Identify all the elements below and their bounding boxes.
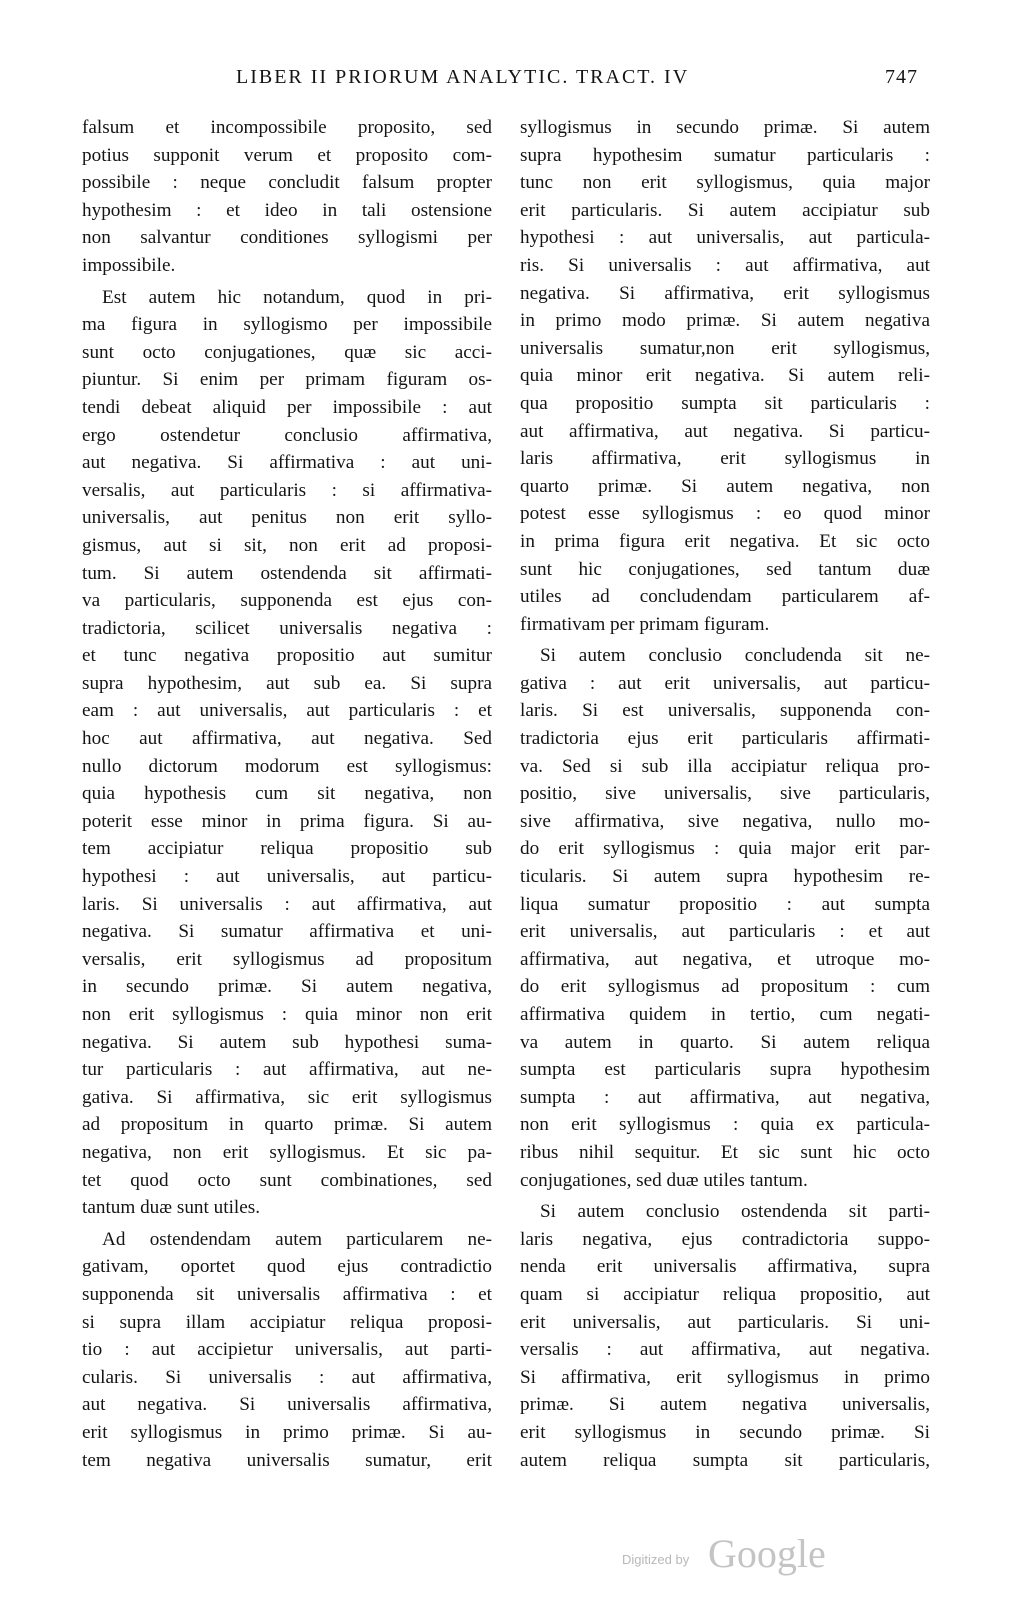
text-line: in secundo primæ. Si autem negativa, <box>82 976 492 998</box>
text-line: tradictoria ejus erit particularis affirmati- <box>520 728 930 750</box>
right-text-column <box>520 114 930 1474</box>
watermark-prefix: Digitized by <box>622 1552 690 1567</box>
text-line: laris negativa, ejus contradictoria suppo- <box>520 1228 930 1250</box>
text-line: ad propositum in quarto primæ. Si autem <box>82 1114 492 1136</box>
text-line: gativa. Si affirmativa, sic erit syllogismus <box>82 1086 492 1108</box>
text-line: tendi debeat aliquid per impossibile : aut <box>82 396 492 418</box>
text-line: negativa, non erit syllogismus. Et sic pa- <box>82 1141 492 1163</box>
text-line: potius supponit verum et proposito com- <box>82 144 492 166</box>
text-line: in prima figura erit negativa. Et sic octo <box>520 530 930 552</box>
text-line: gismus, aut si sit, non erit ad proposi- <box>82 534 492 556</box>
text-line: supponenda sit universalis affirmativa : et <box>82 1283 492 1305</box>
text-line: eam : aut universalis, aut particularis : et <box>82 700 492 722</box>
left-text-column <box>82 114 492 1474</box>
text-line: quia minor erit negativa. Si autem reli- <box>520 365 930 387</box>
text-line: laris. Si universalis : aut affirmativa, aut <box>82 893 492 915</box>
text-line: hypothesim : et ideo in tali ostensione <box>82 199 492 221</box>
text-line: falsum et incompossibile proposito, sed <box>82 117 492 138</box>
text-line: do erit syllogismus : quia major erit par- <box>520 838 930 860</box>
text-line: negativa. Si autem sub hypothesi suma- <box>82 1031 492 1053</box>
text-line: primæ. Si autem negativa universalis, <box>520 1394 930 1416</box>
text-line: sumpta : aut affirmativa, aut negativa, <box>520 1086 930 1108</box>
text-line: tio : aut accipietur universalis, aut parti- <box>82 1339 492 1361</box>
text-line: autem reliqua sumpta sit particularis, <box>520 1449 930 1471</box>
text-line: syllogismus in secundo primæ. Si autem <box>520 117 930 138</box>
text-line: aut affirmativa, aut negativa. Si particu- <box>520 420 930 442</box>
text-line: liqua sumatur propositio : aut sumpta <box>520 893 930 915</box>
text-line: non salvantur conditiones syllogismi per <box>82 227 492 249</box>
text-line: erit syllogismus in primo primæ. Si au- <box>82 1421 492 1443</box>
text-line: in primo modo primæ. Si autem negativa <box>520 310 930 332</box>
text-line: tunc non erit syllogismus, quia major <box>520 172 930 194</box>
text-line: non erit syllogismus : quia ex particula- <box>520 1114 930 1136</box>
text-line: affirmativa quidem in tertio, cum negati- <box>520 1004 930 1025</box>
text-line: affirmativa, aut negativa, et utroque mo- <box>520 948 930 970</box>
text-line: negativa. Si affirmativa, erit syllogismus <box>520 282 930 304</box>
text-line: hypothesi : aut universalis, aut particula- <box>520 227 930 249</box>
text-line: sumpta est particularis supra hypothesim <box>520 1059 930 1081</box>
text-line: va. Sed si sub illa accipiatur reliqua pro- <box>520 755 930 777</box>
text-line: conjugationes, sed duæ utiles tantum. <box>520 1169 808 1191</box>
text-line: cularis. Si universalis : aut affirmativa, <box>82 1366 492 1388</box>
text-line: supra hypothesim, aut sub ea. Si supra <box>82 672 492 694</box>
text-line: ribus nihil sequitur. Et sic sunt hic octo <box>520 1141 930 1163</box>
text-line: laris. Si est universalis, supponenda con- <box>520 700 930 722</box>
text-line: qua propositio sumpta sit particularis : <box>520 392 930 414</box>
text-line: quia hypothesis cum sit negativa, non <box>82 783 492 805</box>
text-line: versalis : aut affirmativa, aut negativa. <box>520 1339 930 1361</box>
text-line: tem negativa universalis sumatur, erit <box>82 1449 492 1471</box>
watermark-logo: Google <box>708 1531 826 1576</box>
text-line: aut negativa. Si universalis affirmativa, <box>82 1394 492 1416</box>
text-line: negativa. Si sumatur affirmativa et uni- <box>82 921 492 943</box>
text-line: nullo dictorum modorum est syllogismus: <box>82 755 492 777</box>
text-line: laris affirmativa, erit syllogismus in <box>520 448 930 470</box>
text-line: Si autem conclusio ostendenda sit parti- <box>540 1201 930 1223</box>
text-line: utiles ad concludendam particularem af- <box>520 586 930 608</box>
text-line: erit universalis, aut particularis : et aut <box>520 921 930 943</box>
text-line: va particularis, supponenda est ejus con- <box>82 590 492 612</box>
text-line: poterit esse minor in prima figura. Si au- <box>82 810 492 832</box>
text-line: universalis sumatur,non erit syllogismus, <box>520 337 930 359</box>
text-line: ris. Si universalis : aut affirmativa, aut <box>520 254 930 276</box>
text-line: piuntur. Si enim per primam figuram os- <box>82 369 492 391</box>
text-line: tur particularis : aut affirmativa, aut ne- <box>82 1059 492 1081</box>
text-line: hoc aut affirmativa, aut negativa. Sed <box>82 728 492 750</box>
text-line: impossibile. <box>82 254 176 276</box>
text-line: versalis, erit syllogismus ad propositum <box>82 948 492 970</box>
text-line: et tunc negativa propositio aut sumitur <box>82 645 492 667</box>
text-line: ma figura in syllogismo per impossibile <box>82 314 492 336</box>
text-line: Si autem conclusio concludenda sit ne- <box>540 645 930 667</box>
text-line: tum. Si autem ostendenda sit affirmati- <box>82 562 492 584</box>
text-line: positio, sive universalis, sive particularis, <box>520 783 930 805</box>
page-number: 747 <box>885 66 918 88</box>
text-line: tradictoria, scilicet universalis negativa : <box>82 617 492 639</box>
text-line: possibile : neque concludit falsum propter <box>82 172 492 194</box>
text-line: firmativam per primam figuram. <box>520 613 770 635</box>
text-line: ergo ostendetur conclusio affirmativa, <box>82 424 492 446</box>
page-header <box>236 66 918 96</box>
text-line: Est autem hic notandum, quod in pri- <box>102 286 492 308</box>
digitized-watermark <box>622 1530 862 1578</box>
text-line: sive affirmativa, sive negativa, nullo mo- <box>520 810 930 832</box>
text-line: tet quod octo sunt combinationes, sed <box>82 1169 492 1191</box>
text-line: erit syllogismus in secundo primæ. Si <box>520 1421 930 1443</box>
text-line: gativam, oportet quod ejus contradictio <box>82 1256 492 1278</box>
text-line: ticularis. Si autem supra hypothesim re- <box>520 866 930 888</box>
text-line: versalis, aut particularis : si affirmativa- <box>82 479 492 501</box>
text-line: quarto primæ. Si autem negativa, non <box>520 475 930 497</box>
text-line: si supra illam accipiatur reliqua proposi- <box>82 1311 492 1333</box>
text-line: va autem in quarto. Si autem reliqua <box>520 1031 930 1053</box>
text-line: potest esse syllogismus : eo quod minor <box>520 503 930 525</box>
text-line: erit universalis, aut particularis. Si uni- <box>520 1311 930 1333</box>
running-title: LIBER II PRIORUM ANALYTIC. TRACT. IV <box>236 66 690 88</box>
text-line: sunt octo conjugationes, quæ sic acci- <box>82 341 492 363</box>
text-line: nenda erit universalis affirmativa, supra <box>520 1256 930 1278</box>
text-line: sunt hic conjugationes, sed tantum duæ <box>520 558 930 580</box>
text-line: Ad ostendendam autem particularem ne- <box>102 1228 492 1250</box>
text-line: tem accipiatur reliqua propositio sub <box>82 838 492 860</box>
text-line: tantum duæ sunt utiles. <box>82 1197 261 1219</box>
text-line: quam si accipiatur reliqua propositio, aut <box>520 1283 930 1305</box>
text-line: non erit syllogismus : quia minor non erit <box>82 1004 492 1025</box>
text-line: gativa : aut erit universalis, aut particu- <box>520 672 930 694</box>
text-line: Si affirmativa, erit syllogismus in primo <box>520 1366 930 1388</box>
text-line: aut negativa. Si affirmativa : aut uni- <box>82 452 492 474</box>
text-line: do erit syllogismus ad propositum : cum <box>520 976 930 998</box>
text-line: hypothesi : aut universalis, aut particu- <box>82 866 492 888</box>
text-line: supra hypothesim sumatur particularis : <box>520 144 930 166</box>
text-line: universalis, aut penitus non erit syllo- <box>82 507 492 529</box>
text-line: erit particularis. Si autem accipiatur sub <box>520 199 930 221</box>
